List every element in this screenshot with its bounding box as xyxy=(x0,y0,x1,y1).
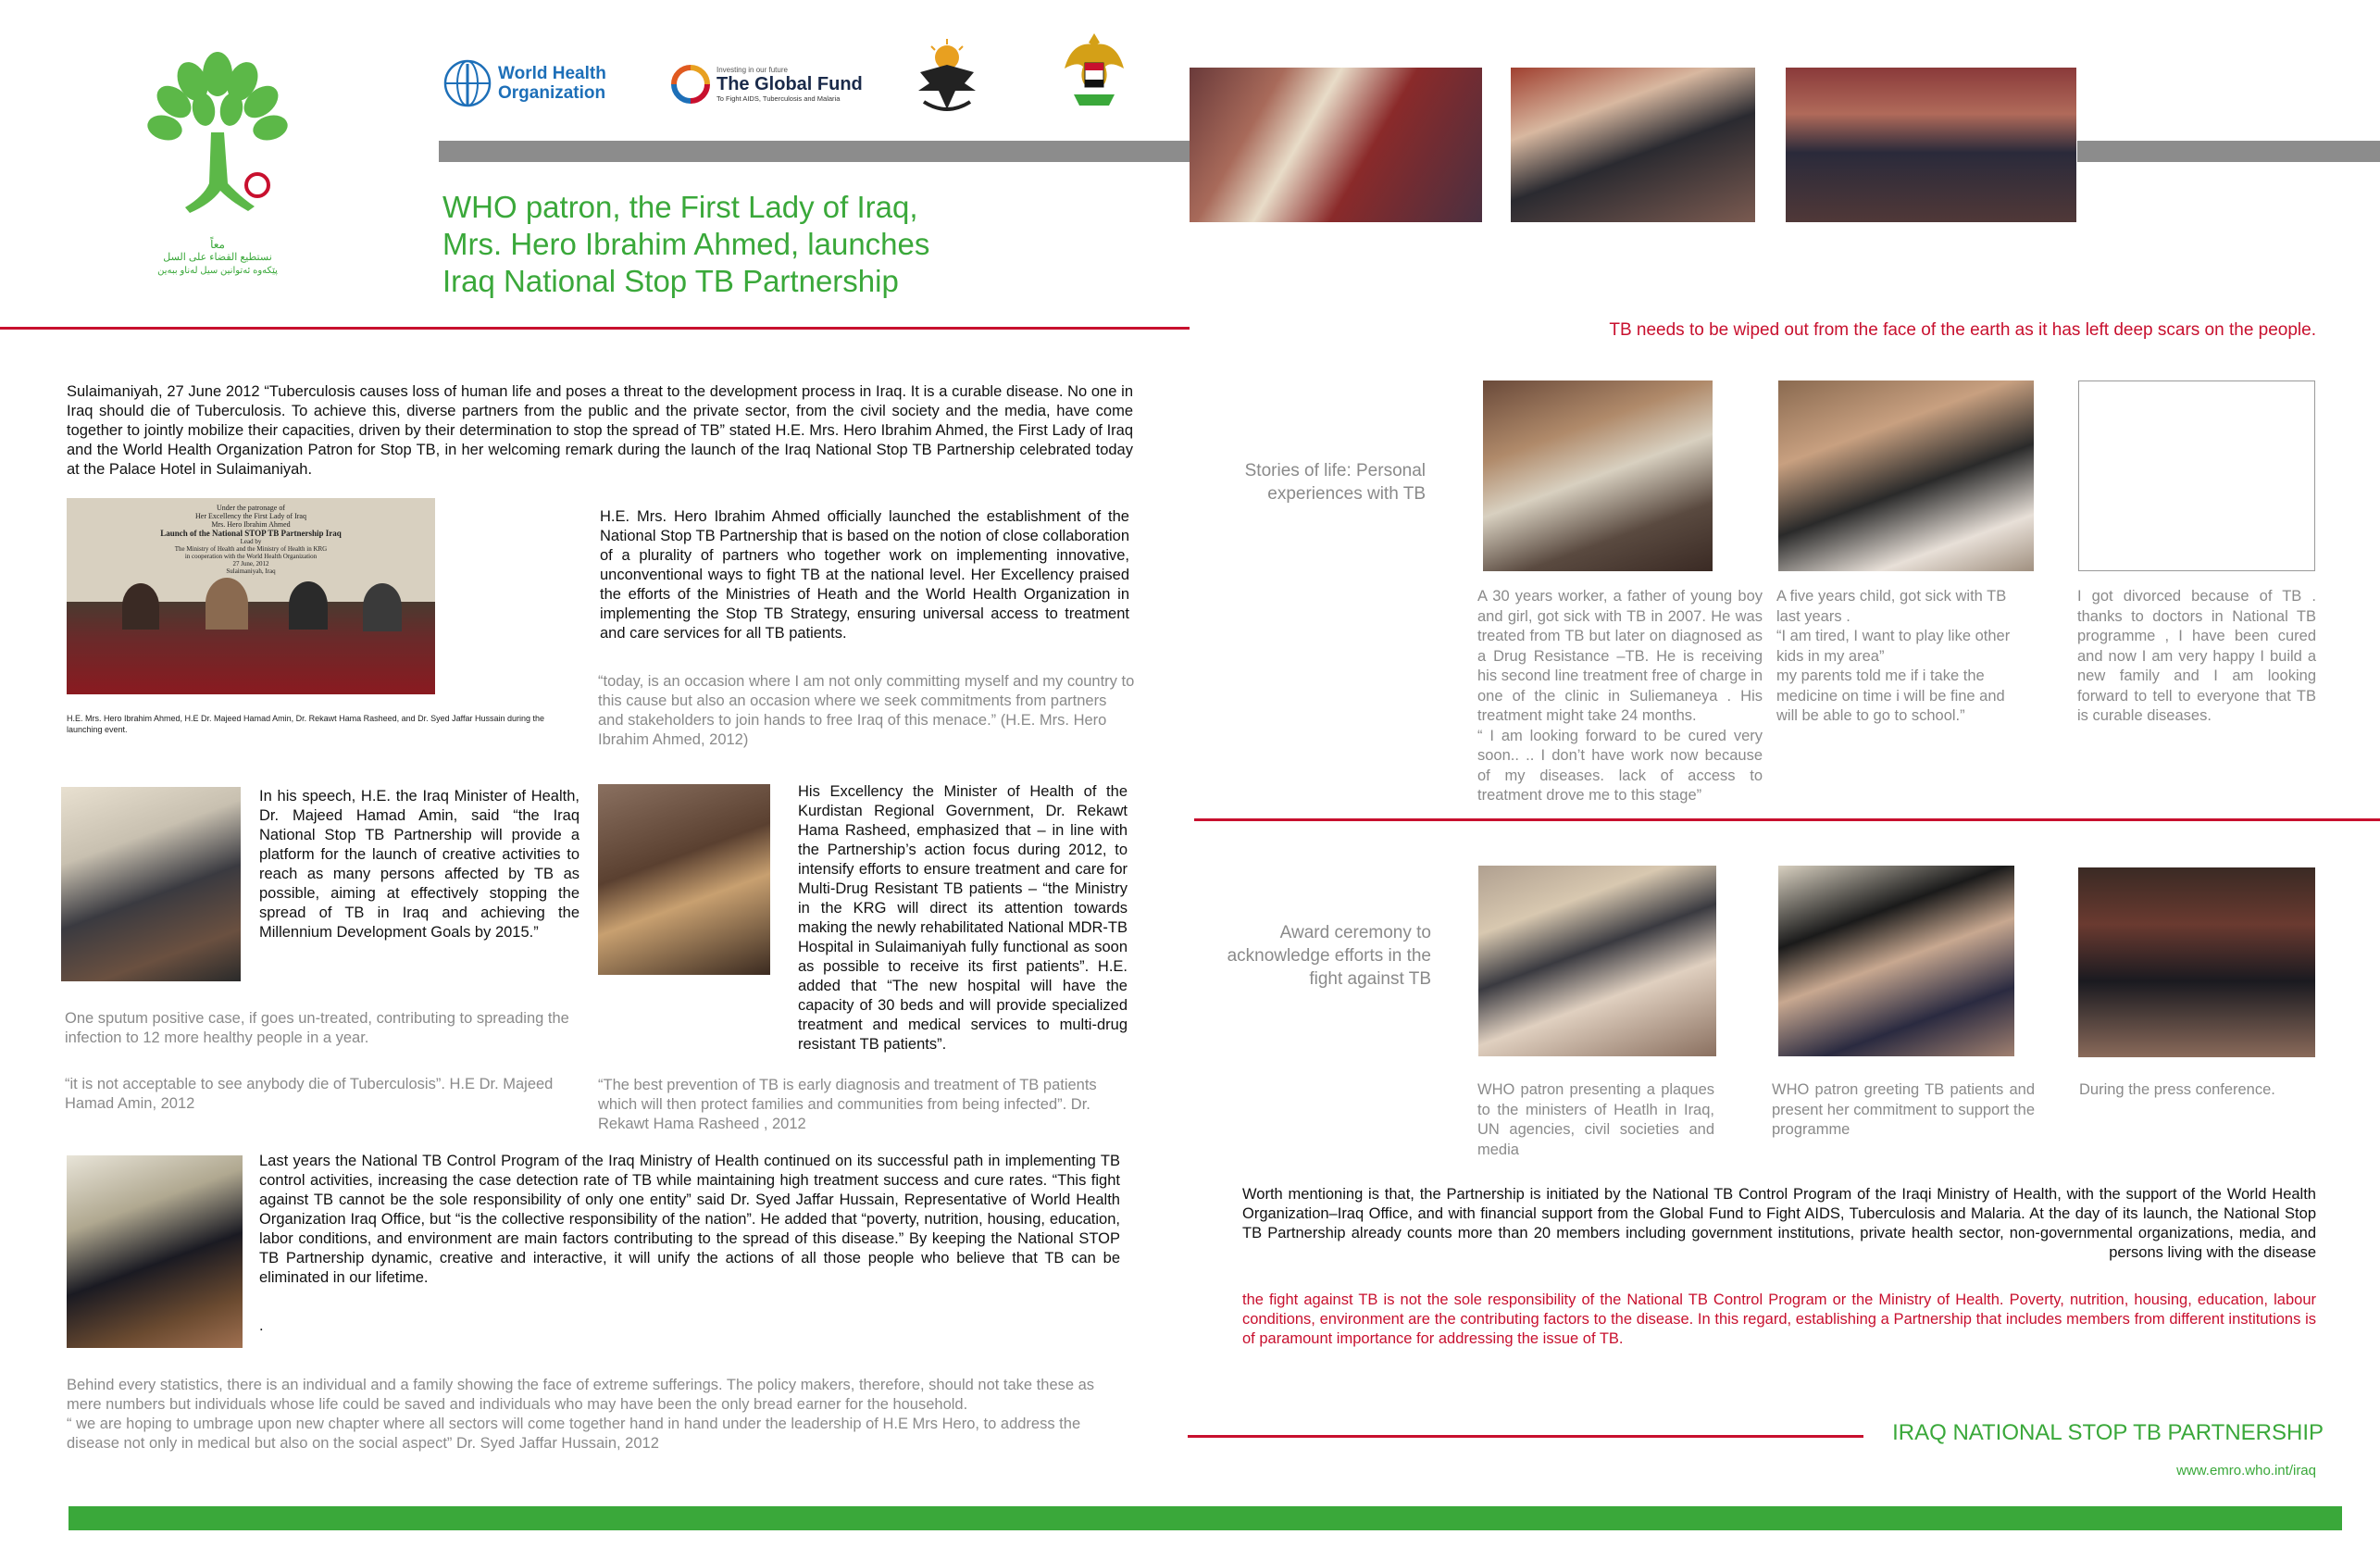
para-launch: H.E. Mrs. Hero Ibrahim Ahmed officially launched the establishment of the National Stop TB Partnership that is based on the notion of close collaboration of a plurality of partners who together work on implementing innovative, unconventional ways to fight TB at the national level. Her Excellency praised the efforts of the Ministries of Heath and the World Health Organization in implementing the Stop TB Strategy, ensuring universal access to treatment and care services for all TB patients. xyxy=(600,508,1129,642)
banner-line4: Launch of the National STOP TB Partnership Iraq xyxy=(160,529,342,538)
quote-majeed: “it is not acceptable to see anybody die of Tuberculosis”. H.E Dr. Majeed Hamad Amin, 2012 xyxy=(65,1076,554,1112)
banner-line3: Mrs. Hero Ibrahim Ahmed xyxy=(211,520,291,529)
iraq-emblem xyxy=(1061,28,1128,120)
header-grey-bar-left xyxy=(439,141,1190,162)
story-divorce-text: I got divorced because of TB . thanks to doctors in National TB programme , I have been cured and now I am very happy I build a new family and I am looking forward to tell to everyone that TB is curable diseases. xyxy=(2077,588,2316,724)
para-krg: His Excellency the Minister of Health of the Kurdistan Regional Government, Dr. Rekawt Hama Rasheed, emphasized that – in line with the Partnership’s action focus during 2012, to intensify efforts to ensure treatment and care for Multi-Drug Resistant TB patients – “the Ministry in the KRG will direct its attention towards making the newly rehabilitated National MDR-TB Hospital in Sulaimaniyah fully functional as soon as possible to receive its first patients”. H.E. added that “The new hospital will have the capacity of 30 beds and will provide specialized treatment and medical services to multi-drug resistant TB patients”. xyxy=(798,783,1128,1053)
who-emblem-icon xyxy=(442,58,492,108)
stories-label: Stories of life: Personal experiences with TB xyxy=(1244,461,1426,504)
header-grey-bar-right xyxy=(2077,141,2380,162)
story-worker-quote: “ I am looking forward to be cured very soon.. .. I don’t have work now because of my diseases. lack of access to treatment drove me to this stage” xyxy=(1477,727,1763,804)
photo-audience xyxy=(1786,68,2076,222)
global-fund-logo xyxy=(670,63,874,106)
tb-arabic-line2: نستطيع القضاء على السل xyxy=(163,252,272,263)
footer-red-rule xyxy=(1188,1435,1863,1438)
footer-partnership-name: IRAQ NATIONAL STOP TB PARTNERSHIP xyxy=(1892,1420,2324,1445)
award-caption-press: During the press conference. xyxy=(2079,1081,2275,1098)
title-line2: Mrs. Hero Ibrahim Ahmed, launches xyxy=(442,227,930,261)
iraq-eagle-icon xyxy=(1061,28,1128,120)
photo-award-plaque xyxy=(1478,866,1716,1056)
kurdistan-emblem xyxy=(911,37,983,119)
intro-paragraph: Sulaimaniyah, 27 June 2012 “Tuberculosis causes loss of human life and poses a threat to the development process in Iraq. It is a curable disease. No one in Iraq should die of Tuberculosis. To achieve this, diverse partners from the public and the private sector, from the civil society and the media, have come together to jointly mobilize their capacities, driven by their determination to stop the spread of TB” stated H.E. Mrs. Hero Ibrahim Ahmed, the First Lady of Iraq and the World Health Organization Patron for Stop TB, in her welcoming remark during the launch of the Iraq National Stop TB Partnership celebrated today at the Palace Hotel in Sulaimaniyah. xyxy=(67,383,1133,478)
photo-minister-iraq xyxy=(61,787,241,981)
banner-line7: in cooperation with the World Health Organization xyxy=(184,553,318,560)
banner-line6: The Ministry of Health and the Ministry of Health in KRG xyxy=(174,545,328,553)
gf-sub: To Fight AIDS, Tuberculosis and Malaria xyxy=(716,94,841,103)
story-child-quote: “I am tired, I want to play like other kids in my area” xyxy=(1776,628,2011,665)
photo-minister-krg xyxy=(598,784,770,975)
tb-arabic-line3: پێکەوە ئەتوانین سیل لەناو ببەین xyxy=(157,266,278,276)
who-line2: Organization xyxy=(498,83,606,103)
tagline: TB needs to be wiped out from the face of the earth as it has left deep scars on the people. xyxy=(1609,320,2316,340)
para-ntp-dot: . xyxy=(259,1317,264,1334)
photo-syed-jaffar xyxy=(67,1155,243,1348)
para-minister: In his speech, H.E. the Iraq Minister of Health, Dr. Majeed Hamad Amin, said “the Iraq National Stop TB Partnership will provide a platform for the launch of creative activities to reach as many persons affected by TB as possible, aiming at effectively stopping the spread of TB in Iraq and achieving the Millennium Development Goals by 2015.” xyxy=(259,788,579,941)
story-worker-bio: A 30 years worker, a father of young boy and girl, got sick with TB in 2007. He was treated from TB but later on diagnosed as a Drug Resistance –TB. He is receiving his second line treatment free of charge in one of the clinic in Suliemaneya . His treatment might take 24 months. xyxy=(1477,588,1763,724)
title-line3: Iraq National Stop TB Partnership xyxy=(442,264,899,298)
red-rule-right xyxy=(1194,818,2380,821)
story-child-quote2: my parents told me if i take the medicine on time i will be fine and will be able to go to school.” xyxy=(1776,667,2005,724)
footer-green-bar xyxy=(69,1506,2342,1530)
footer-url[interactable]: www.emro.who.int/iraq xyxy=(2176,1463,2316,1478)
award-label: Award ceremony to acknowledge efforts in the fight against TB xyxy=(1227,923,1431,989)
stop-tb-logo xyxy=(139,44,296,304)
photo-press-conference xyxy=(2078,867,2315,1057)
gf-tagline: Investing in our future xyxy=(716,66,788,74)
quote-behind-jaffar: “ we are hoping to umbrage upon new chapter where all sectors will come together hand in hand under the leadership of H.E Mrs Hero, to address the disease not only in medical but also on the social aspect” Dr. Syed Jaffar Hussain, 2012 xyxy=(67,1416,1081,1452)
banner-line5: Lead by xyxy=(240,538,262,545)
photo-story-worker xyxy=(1483,381,1713,571)
photo-ministers-standing xyxy=(1511,68,1755,222)
gf-name: The Global Fund xyxy=(716,74,863,94)
page-title xyxy=(442,189,1090,300)
story-child-text xyxy=(1776,587,2017,727)
photo-podium-speech xyxy=(1190,68,1482,222)
red-rule-left xyxy=(0,327,1190,330)
banner-line8: 27 June, 2012 xyxy=(232,560,269,568)
award-caption-plaque: WHO patron presenting a plaques to the ministers of Heatlh in Iraq, UN agencies, civil societies and media xyxy=(1477,1081,1714,1158)
tb-arabic-line1: معاً xyxy=(210,238,225,251)
quote-hero: “today, is an occasion where I am not only committing myself and my country to this cause but also an occasion where we seek commitments from partners and stakeholders to join hands to free Iraq of this menace.” (H.E. Mrs. Hero Ibrahim Ahmed, 2012) xyxy=(598,673,1135,748)
quote-behind: Behind every statistics, there is an individual and a family showing the face of extreme sufferings. The policy makers, therefore, should not take these as mere numbers but individuals whose life could be saved and individuals who may have been the only bread earner for the household. xyxy=(67,1377,1095,1413)
photo-launch-caption: H.E. Mrs. Hero Ibrahim Ahmed, H.E Dr. Majeed Hamad Amin, Dr. Rekawt Hama Rasheed, and Dr. Syed Jaffar Hussain during the launching event. xyxy=(67,714,545,734)
who-line1: World Health xyxy=(498,64,606,83)
banner-line9: Sulaimaniyah, Iraq xyxy=(226,568,276,575)
tb-tree-logo-icon xyxy=(139,44,296,230)
banner-line1: Under the patronage of xyxy=(217,504,285,512)
kurdistan-emblem-icon xyxy=(911,37,983,119)
para-fight: the fight against TB is not the sole responsibility of the National TB Control Program or the Ministry of Health. Poverty, nutrition, housing, education, labour conditions, environment are the contributing factors to the disease. In this regard, establishing a Partnership that includes members from different institutions is of paramount importance for addressing the issue of TB. xyxy=(1242,1291,2316,1347)
quote-rekawt: “The best prevention of TB is early diagnosis and treatment of TB patients which will then protect families and communities from being infected”. Dr. Rekawt Hama Rasheed , 2012 xyxy=(598,1077,1097,1132)
photo-launch-panel xyxy=(67,498,435,694)
photo-award-greeting xyxy=(1778,866,2014,1056)
story-child-bio: A five years child, got sick with TB last years . xyxy=(1776,588,2007,625)
title-line1: WHO patron, the First Lady of Iraq, xyxy=(442,190,918,224)
para-ntp: Last years the National TB Control Program of the Iraq Ministry of Health continued on its successful path in implementing TB control activities, increasing the case detection rate of TB while maintaining high treatment success and cure rates. “This fight against TB cannot be the sole responsibility of only one entity” said Dr. Syed Jaffar Hussain, Representative of World Health Organization Iraq Office, but “is the collective responsibility of the nation”. He added that “poverty, nutrition, housing, education, labor conditions, and environment are main factors contributing to the spread of this disease.” By keeping the National STOP TB Partnership dynamic, creative and interactive, it will unify the actions of all those people who believe that TB can be eliminated in our lifetime. xyxy=(259,1153,1120,1286)
award-caption-greeting: WHO patron greeting TB patients and present her commitment to support the programme xyxy=(1772,1081,2035,1138)
banner-line2: Her Excellency the First Lady of Iraq xyxy=(195,512,306,520)
photo-story-child xyxy=(1778,381,2034,571)
quote-sputum: One sputum positive case, if goes un-treated, contributing to spreading the infection to 12 more healthy people in a year. xyxy=(65,1010,569,1046)
global-fund-swirl-icon xyxy=(670,64,711,105)
photo-story-empty-frame xyxy=(2078,381,2315,571)
para-worth: Worth mentioning is that, the Partnership is initiated by the National TB Control Program of the Iraqi Ministry of Health, with the support of the World Health Organization–Iraq Office, and with financial support from the Global Fund to Fight AIDS, Tuberculosis and Malaria. At the day of its launch, the National Stop TB Partnership already counts more than 20 members including government institutions, private health sector, non-governmental organizations, media, and persons living with the disease xyxy=(1242,1186,2316,1261)
story-worker-text xyxy=(1477,587,1763,806)
who-logo xyxy=(442,57,628,109)
